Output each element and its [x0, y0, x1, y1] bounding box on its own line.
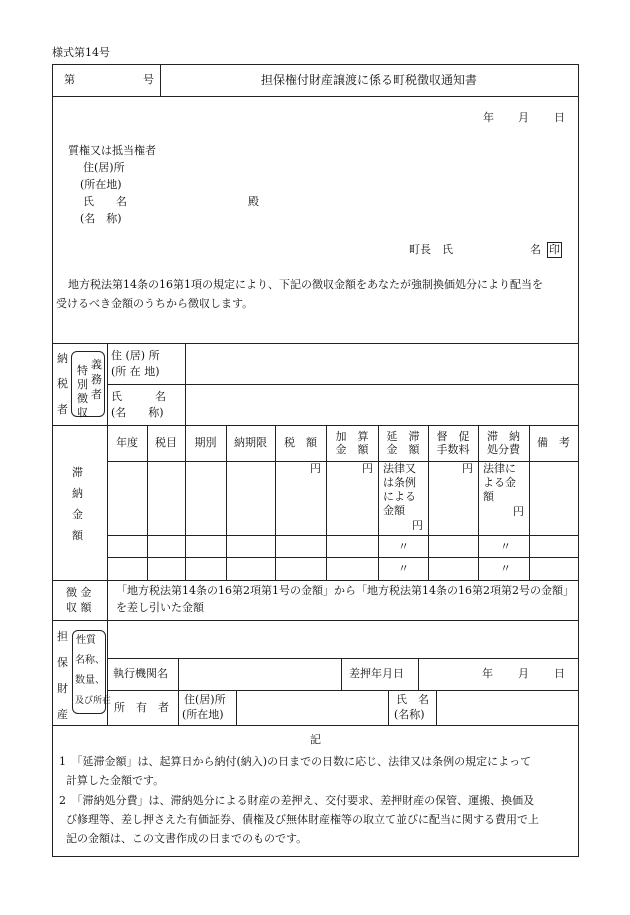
note2-line2: び修理等、差し押さえた有価証券、債権及び無体財産権等の取立て並びに配当に関する費用で上: [66, 813, 539, 826]
yen-cost: 円: [513, 505, 524, 518]
header-cost-1: 滞 納: [487, 430, 520, 443]
delinquent-side-char-2: 納: [72, 487, 83, 500]
note2-line3: 記の金額は、この文書作成の日までのものです。: [66, 832, 308, 845]
cost-note-line2: よる金: [483, 476, 516, 489]
delinquent-side-char-3: 金: [72, 508, 83, 521]
taxpayer-address-label-alt: (所 在 地): [111, 365, 160, 378]
header-tax-item: 税目: [155, 436, 177, 449]
yen-fee: 円: [462, 462, 473, 475]
header-year: 年度: [116, 436, 138, 449]
header-tax-amount: 税 額: [284, 436, 317, 449]
delinquent-side-char-1: 滞: [72, 466, 83, 479]
ditto-cost-row3: 〃: [500, 562, 511, 575]
note1-line1: 1 「延滞金額」は、起算日から納付(納入)の日までの日数に応じ、法律又は条例の規定によって: [59, 755, 532, 768]
date-day: 日: [554, 111, 565, 124]
header-period: 期別: [194, 436, 217, 449]
yen-late: 円: [412, 519, 423, 532]
taxpayer-side-char-3: 者: [57, 403, 68, 416]
late-note-line3: による: [383, 490, 416, 503]
header-late-1: 延 滞: [386, 430, 420, 443]
seal-mark: 印: [549, 243, 560, 256]
taxpayer-inner-char-1: 義: [91, 358, 102, 371]
date-month: 月: [518, 111, 529, 124]
collateral-side-char-4: 産: [57, 708, 68, 721]
header-fee-2: 手数料: [436, 443, 470, 456]
ditto-late-row3: 〃: [398, 562, 409, 575]
taxpayer-inner-char-3: 務: [91, 373, 102, 386]
header-deadline: 納期限: [234, 436, 267, 449]
header-remarks: 備 考: [537, 436, 570, 449]
note1-line2: 計算した金額です。: [66, 774, 165, 787]
nature-label-line1: 性質: [76, 635, 96, 646]
header-late-2: 金 額: [386, 443, 420, 456]
collection-label-1: 徴 金: [66, 586, 92, 599]
addressee-honorific: 殿: [248, 195, 259, 208]
seizure-date-label: 差押年月日: [349, 667, 404, 680]
taxpayer-side-char-2: 税: [57, 377, 68, 390]
owner-name-label-alt: (名称): [394, 708, 425, 721]
header-fee-1: 督 促: [436, 430, 470, 443]
body-text-line2: 受けるべき金額のうちから徴収します。: [56, 297, 254, 310]
delinquent-side-char-4: 額: [72, 529, 83, 542]
taxpayer-address-label: 住 (居) 所: [111, 349, 160, 362]
addressee-address-alt: (所在地): [80, 178, 122, 191]
collateral-side-char-1: 担: [57, 630, 68, 643]
note2-line1: 2 「滞納処分費」は、滞納処分による財産の差押え、交付要求、差押財産の保管、運搬、換価及: [59, 794, 535, 807]
seizure-day: 日: [554, 667, 565, 680]
seizure-month: 月: [518, 667, 529, 680]
collateral-side-char-2: 保: [57, 656, 68, 669]
header-cost-2: 処分費: [487, 443, 520, 456]
agency-label: 執行機関名: [113, 667, 168, 680]
owner-label: 所 有 者: [114, 701, 169, 714]
taxpayer-inner-char-5: 者: [91, 388, 102, 401]
addressee-name-label: 氏 名: [83, 195, 127, 208]
taxpayer-inner-char-6: 徴: [77, 392, 88, 405]
ditto-late-row2: 〃: [398, 540, 409, 553]
late-note-line2: は条例: [383, 476, 416, 489]
owner-address-label-alt: (所在地): [182, 708, 224, 721]
collateral-side-char-3: 財: [57, 682, 68, 695]
ditto-cost-row2: 〃: [500, 540, 511, 553]
nature-label-line2: 名称、: [75, 655, 105, 666]
yen-tax-amount: 円: [310, 462, 321, 475]
number-label-left: 第: [64, 73, 75, 86]
nature-label-line4: 及び所在: [75, 696, 112, 706]
taxpayer-inner-char-2: 特: [77, 364, 88, 377]
late-note-line1: 法律又: [383, 462, 416, 475]
taxpayer-inner-char-7: 収: [77, 406, 88, 419]
date-year: 年: [483, 111, 494, 124]
nature-label-line3: 数量、: [75, 675, 105, 686]
cost-note-line1: 法律に: [483, 462, 516, 475]
notes-heading: 記: [310, 733, 321, 746]
addressee-address-label: 住(居)所: [83, 161, 125, 174]
owner-address-label: 住(居)所: [184, 693, 226, 706]
owner-name-label: 氏 名: [396, 693, 429, 706]
late-note-line4: 金額: [383, 504, 405, 517]
document-title: 担保権付財産譲渡に係る町税徴収通知書: [260, 73, 477, 87]
addressee-type: 質権又は抵当権者: [68, 144, 156, 157]
number-label-right: 号: [143, 73, 154, 86]
taxpayer-name-label-alt: (名 称): [111, 406, 164, 419]
body-text-line1: 地方税法第14条の16第1項の規定により、下記の徴収金額をあなたが強制換価処分により配当を: [68, 278, 543, 291]
taxpayer-inner-char-4: 別: [77, 378, 88, 391]
collection-text-line1: 「地方税法第14条の16第2項第1号の金額」から「地方税法第14条の16第2項第2号の金額」: [116, 584, 574, 597]
cost-note-line3: 額: [483, 490, 494, 503]
form-number: 様式第14号: [52, 46, 110, 59]
collection-text-line2: を差し引いた金額: [116, 601, 204, 614]
collection-label-2: 収 額: [66, 601, 92, 614]
addressee-name-alt: (名 称): [80, 212, 122, 225]
sender-title: 町長 氏: [409, 243, 453, 256]
header-additional-1: 加 算: [335, 430, 369, 443]
taxpayer-side-char-1: 納: [57, 352, 68, 365]
taxpayer-name-label: 氏 名: [111, 390, 166, 403]
seizure-year: 年: [482, 667, 493, 680]
header-additional-2: 金 額: [335, 443, 369, 456]
yen-additional: 円: [362, 462, 373, 475]
sender-name-label: 名: [530, 243, 541, 256]
